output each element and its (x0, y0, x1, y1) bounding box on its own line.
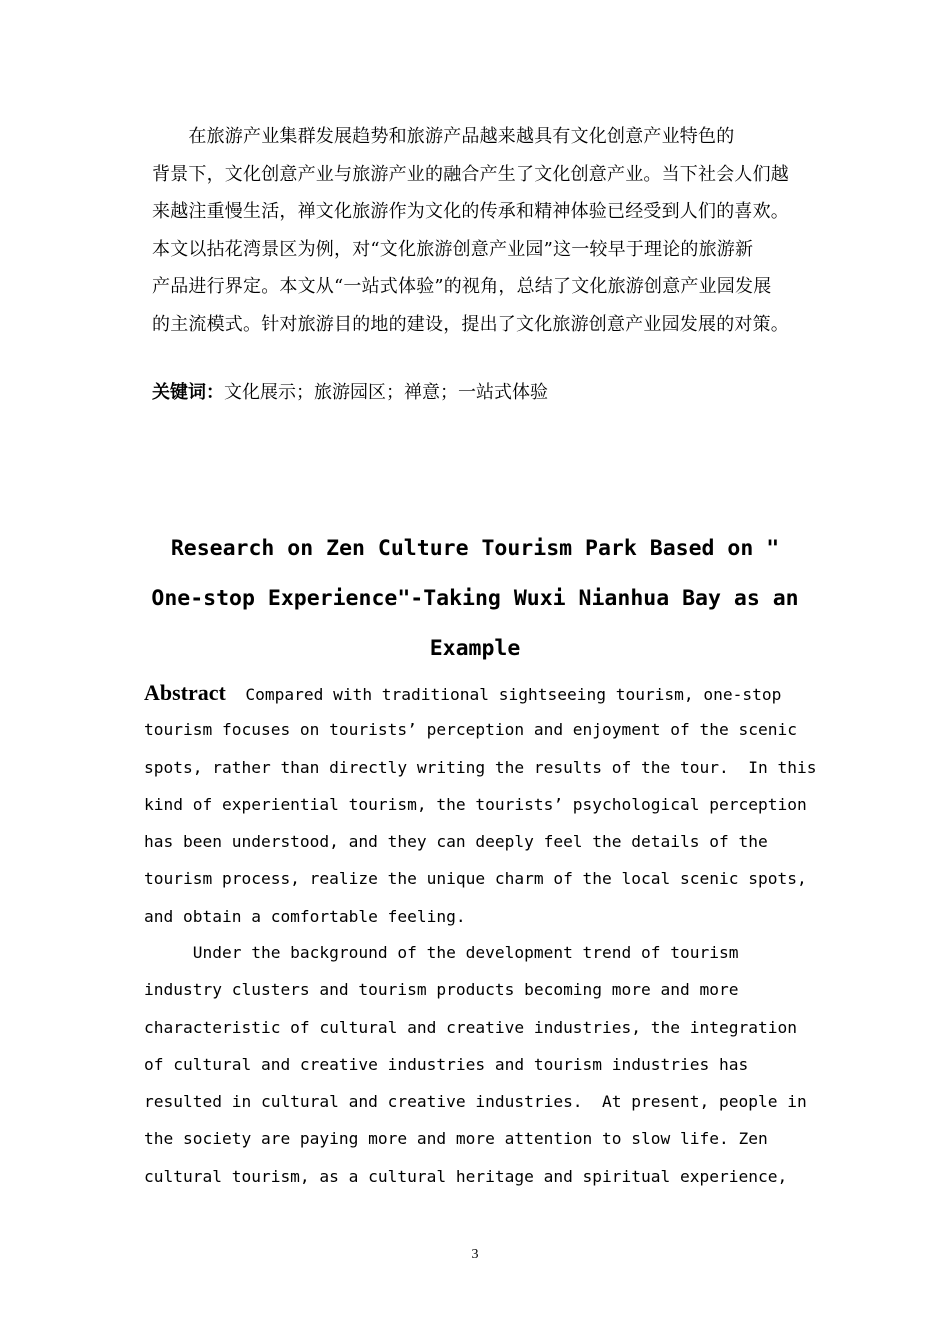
english-abstract-first-line (144, 674, 814, 711)
chinese-abstract-line: 来越注重慢生活，禅文化旅游作为文化的传承和精神体验已经受到人们的喜欢。 (152, 201, 789, 223)
english-abstract (144, 674, 817, 935)
english-abstract-paragraph-2 (144, 934, 814, 1195)
english-title-line: Research on Zen Culture Tourism Park Based on " (170, 536, 780, 561)
english-abstract-line: has been understood, and they can deeply feel the details of the (144, 832, 768, 852)
chinese-abstract-line: 背景下，文化创意产业与旅游产业的融合产生了文化创意产业。当下社会人们越 (152, 163, 789, 185)
english-paragraph-line: of cultural and creative industries and tourism industries has (144, 1054, 749, 1074)
english-title-line: Example (429, 636, 521, 661)
english-paragraph-line: resulted in cultural and creative industries. At present, people in (144, 1092, 807, 1112)
keywords-label: 关键词： (152, 382, 224, 403)
english-abstract-line: and obtain a comfortable feeling. (144, 906, 466, 926)
english-title (120, 524, 830, 674)
english-abstract-line: spots, rather than directly writing the results of the tour. In this (144, 757, 817, 777)
chinese-abstract-line: 的主流模式。针对旅游目的地的建设，提出了文化旅游创意产业园发展的对策。 (152, 313, 789, 335)
english-abstract-line: tourism process, realize the unique charm of the local scenic spots, (144, 869, 807, 889)
keywords (152, 376, 548, 410)
chinese-abstract-line: 在旅游产业集群发展趋势和旅游产品越来越具有文化创意产业特色的 (152, 126, 735, 147)
english-paragraph-line: cultural tourism, as a cultural heritage and spiritual experience, (144, 1166, 788, 1186)
english-abstract-line: tourism focuses on tourists’ perception and enjoyment of the scenic (144, 720, 797, 740)
chinese-abstract-line: 本文以拈花湾景区为例，对“文化旅游创意产业园”这一较早于理论的旅游新 (152, 238, 754, 260)
chinese-abstract-line: 产品进行界定。本文从“一站式体验”的视角，总结了文化旅游创意产业园发展 (152, 276, 772, 298)
english-title-line: One-stop Experience"-Taking Wuxi Nianhua Bay as an (151, 586, 799, 611)
english-paragraph-line: Under the background of the development trend of tourism (144, 943, 739, 962)
abstract-first-line-text: Compared with traditional sightseeing tourism, one-stop (225, 685, 782, 704)
english-paragraph-line: the society are paying more and more attention to slow life. Zen (144, 1129, 768, 1149)
english-paragraph-line: industry clusters and tourism products becoming more and more (144, 980, 739, 1000)
page-number: 3 (471, 1247, 479, 1262)
keywords-value: 文化展示；旅游园区；禅意；一站式体验 (224, 382, 548, 403)
english-paragraph-line: characteristic of cultural and creative industries, the integration (144, 1017, 797, 1037)
english-abstract-line: kind of experiential tourism, the tourists’ psychological perception (144, 794, 807, 814)
abstract-label: Abstract (144, 680, 226, 705)
chinese-abstract (152, 118, 812, 344)
